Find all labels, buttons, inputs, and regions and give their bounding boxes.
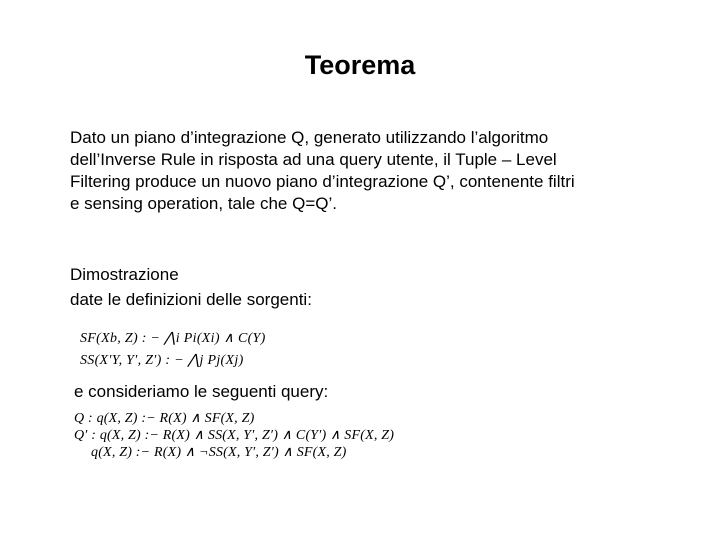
proof-heading: Dimostrazione: [70, 265, 179, 284]
theorem-statement: [70, 127, 690, 215]
theorem-line: Dato un piano d’integrazione Q, generato utilizzando l’algoritmo: [70, 128, 549, 147]
theorem-line: dell’Inverse Rule in risposta ad una query utente, il Tuple – Level: [70, 150, 557, 169]
source-definition-ss: SS(X′Y, Y′, Z′) : − ⋀j Pj(Xj): [80, 353, 244, 368]
theorem-line: e sensing operation, tale che Q=Q’.: [70, 194, 337, 213]
slide-title: Teorema: [304, 50, 416, 80]
proof-block: [70, 262, 312, 312]
query-q-prime: Q′ : q(X, Z) :− R(X) ∧ SS(X, Y′, Z′) ∧ C(Y′) ∧ SF(X, Z): [74, 428, 395, 443]
query-q-prime-second-rule: q(X, Z) :− R(X) ∧ ¬SS(X, Y′, Z′) ∧ SF(X, Z): [91, 445, 347, 460]
queries-intro: e consideriamo le seguenti query:: [74, 382, 329, 401]
source-definition-sf: SF(Xb, Z) : − ⋀i Pi(Xi) ∧ C(Y): [80, 331, 266, 346]
sources-intro: date le definizioni delle sorgenti:: [70, 290, 312, 309]
theorem-line: Filtering produce un nuovo piano d’integrazione Q’, contenente filtri: [70, 172, 575, 191]
query-q: Q : q(X, Z) :− R(X) ∧ SF(X, Z): [74, 411, 255, 426]
